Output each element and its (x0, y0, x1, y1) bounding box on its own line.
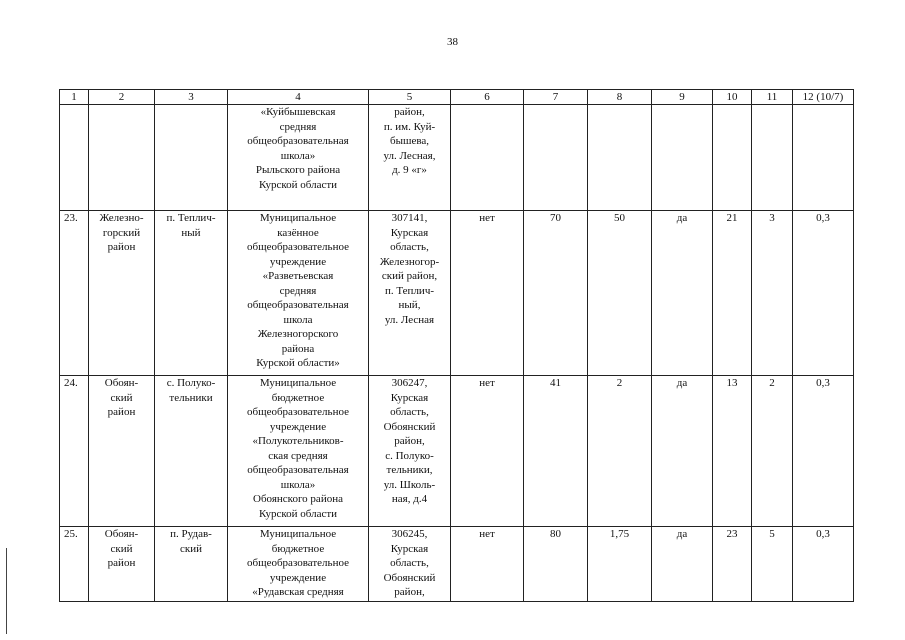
col10-cell: 21 (713, 211, 752, 376)
col9-cell: да (652, 211, 713, 376)
address-cell: 307141, Курская область, Железногор- ский район, п. Теплич- ный, ул. Лесная (369, 211, 451, 376)
institution-name-cell: Муниципальное бюджетное общеобразовательное учреждение «Рудавская средняя (228, 527, 369, 602)
col7-cell (524, 105, 588, 211)
col11-cell (752, 105, 793, 211)
col10-cell (713, 105, 752, 211)
address-cell: район, п. им. Куй- бышева, ул. Лесная, д. 9 «г» (369, 105, 451, 211)
district-cell: Обоян- ский район (89, 527, 155, 602)
col12-cell: 0,3 (793, 527, 854, 602)
col11-cell: 3 (752, 211, 793, 376)
column-header: 9 (652, 90, 713, 105)
col11-cell: 2 (752, 376, 793, 527)
table-row (60, 211, 854, 376)
row-number: 24. (60, 376, 89, 527)
district-cell (89, 105, 155, 211)
institution-name-cell: Муниципальное казённое общеобразовательное учреждение «Разветьевская средняя общеобразовательная школа Железногорского района Курской области» (228, 211, 369, 376)
col6-cell: нет (451, 376, 524, 527)
col6-cell (451, 105, 524, 211)
table-row (60, 105, 854, 211)
col6-cell: нет (451, 527, 524, 602)
column-header: 11 (752, 90, 793, 105)
col7-cell: 70 (524, 211, 588, 376)
column-header: 4 (228, 90, 369, 105)
institution-name-cell: «Куйбышевская средняя общеобразовательная школа» Рыльского района Курской области (228, 105, 369, 211)
scan-margin-line (6, 548, 7, 634)
column-header: 3 (155, 90, 228, 105)
locality-cell: с. Полуко- тельники (155, 376, 228, 527)
column-header: 10 (713, 90, 752, 105)
column-number-row (60, 90, 854, 105)
column-header: 6 (451, 90, 524, 105)
column-header: 5 (369, 90, 451, 105)
column-header: 8 (588, 90, 652, 105)
column-header: 12 (10/7) (793, 90, 854, 105)
page-number: 38 (447, 36, 458, 48)
locality-cell (155, 105, 228, 211)
address-cell: 306245, Курская область, Обоянский район, (369, 527, 451, 602)
col8-cell: 50 (588, 211, 652, 376)
col7-cell: 80 (524, 527, 588, 602)
col7-cell: 41 (524, 376, 588, 527)
table-row (60, 376, 854, 527)
col8-cell (588, 105, 652, 211)
address-cell: 306247, Курская область, Обоянский район, с. Полуко- тельники, ул. Школь- ная, д.4 (369, 376, 451, 527)
column-header: 2 (89, 90, 155, 105)
institution-name-cell: Муниципальное бюджетное общеобразовательное учреждение «Полукотельников- ская средняя общеобразовательная школа» Обоянского района Курской области (228, 376, 369, 527)
schools-table (59, 89, 854, 602)
col6-cell: нет (451, 211, 524, 376)
col8-cell: 2 (588, 376, 652, 527)
col9-cell (652, 105, 713, 211)
row-number (60, 105, 89, 211)
col12-cell: 0,3 (793, 376, 854, 527)
col12-cell: 0,3 (793, 211, 854, 376)
row-number: 25. (60, 527, 89, 602)
col10-cell: 13 (713, 376, 752, 527)
col9-cell: да (652, 376, 713, 527)
table-row (60, 527, 854, 602)
col11-cell: 5 (752, 527, 793, 602)
column-header: 7 (524, 90, 588, 105)
col9-cell: да (652, 527, 713, 602)
col10-cell: 23 (713, 527, 752, 602)
col12-cell (793, 105, 854, 211)
district-cell: Железно- горский район (89, 211, 155, 376)
district-cell: Обоян- ский район (89, 376, 155, 527)
row-number: 23. (60, 211, 89, 376)
locality-cell: п. Теплич- ный (155, 211, 228, 376)
col8-cell: 1,75 (588, 527, 652, 602)
locality-cell: п. Рудав- ский (155, 527, 228, 602)
column-header: 1 (60, 90, 89, 105)
